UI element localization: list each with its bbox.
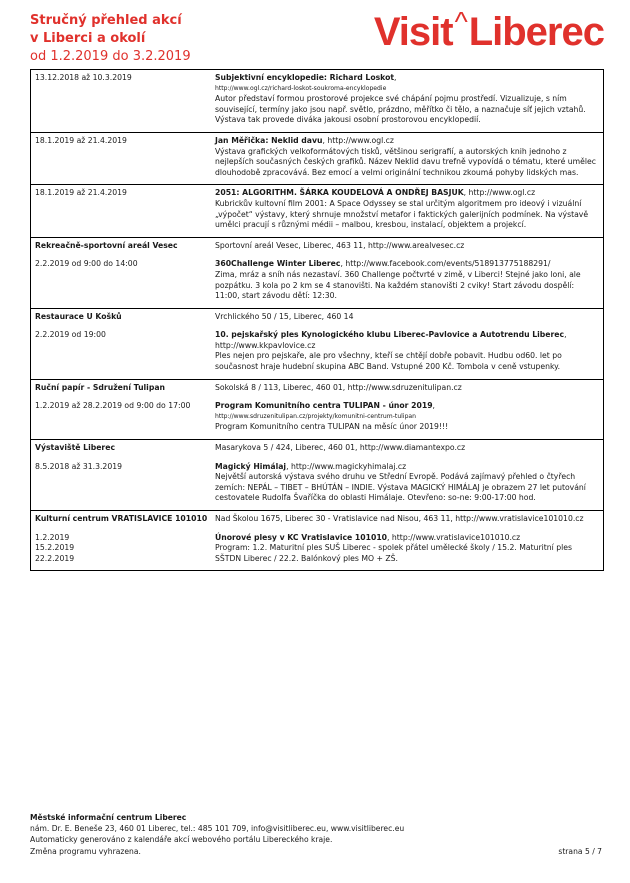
footer-note-changes: Změna programu vyhrazena. (30, 846, 141, 856)
event-url[interactable]: http://www.sdruzenitulipan.cz/projekty/komunitni-centrum-tulipan (215, 412, 417, 420)
event-date: 18.1.2019 až 21.4.2019 (35, 135, 127, 145)
event-date: 13.12.2018 až 10.3.2019 (35, 73, 132, 82)
venue-row (31, 439, 603, 510)
events-table (30, 69, 604, 571)
event-title-suffix: , (394, 73, 397, 82)
event-title[interactable]: 10. pejskařský ples Kynologického klubu Liberec-Pavlovice a Autotrendu Liberec (215, 330, 565, 340)
event-description: Zima, mráz a sníh nás nezastaví. 360 Challenge počtvrté v zimě, v Liberci! Stejné jako loni, ale pozpátku. 3 kola po 2 km se 4 stanovišti. Na každém stanovišti 2 cviky! Start závodu dospělí: 11:00, start závodu dětí: 12:30. (215, 269, 581, 301)
event-title-suffix: , (432, 401, 435, 411)
event-description: Kubrickův kultovní film 2001: A Space Odyssey se stal určitým algoritmem pro ideový i vizuální „výpočet“ výstavy, který shrnuje množství metafor i faktických galerijních podmínek. Na výstavě umělci pracují s různými médii – malbou, kresbou, instalací, objektem a projekcí. (215, 198, 589, 230)
event-description: Program Komunitního centra TULIPAN na měsíc únor 2019!!! (215, 422, 449, 432)
event-title-suffix[interactable]: , http://www.magickyhimalaj.cz (286, 461, 407, 471)
page-footer (30, 812, 602, 857)
event-title-suffix[interactable]: , http://www.kkpavlovice.cz (215, 330, 567, 350)
title-line-3: od 1.2.2019 do 3.2.2019 (30, 49, 191, 64)
logo-right: Liberec (468, 10, 604, 54)
event-title-suffix[interactable]: , http://www.ogl.cz (322, 135, 394, 145)
event-date: 1.2.2019 až 28.2.2019 od 9:00 do 17:00 (35, 401, 191, 411)
event-url[interactable]: http://www.ogl.cz/richard-loskot-soukroma-encyklopedie (215, 84, 387, 92)
logo-left: Visit (373, 10, 453, 54)
document-title (30, 12, 191, 66)
event-description: Autor představí formou prostorové projekce své chápání pojmu prostředí. Vizualizuje, s ním související, termíny jako jsou např. světlo, prázdno, měřítko či tělo, a naznačuje síť jejich vztahů. Výstava tak provede diváka jakousi osobní prostorovou encyklopedií. (215, 94, 586, 125)
venue-row (31, 379, 603, 439)
venue-name: Kulturní centrum VRATISLAVICE 101010 (35, 514, 208, 523)
event-title[interactable]: 2051: ALGORITHM. ŠÁRKA KOUDELOVÁ A ONDŘEJ BASJUK (215, 188, 464, 198)
venue-address[interactable]: Nad Školou 1675, Liberec 30 - Vratislavice nad Nisou, 463 11, http://www.vratislavice101010.cz (215, 514, 584, 523)
event-description: Program: 1.2. Maturitní ples SUŠ Liberec - spolek přátel umělecké školy / 15.2. Maturitní ples SŠTDN Liberec / 22.2. Balónkový ples MO + ZŠ. (215, 543, 572, 563)
venue-row (31, 510, 603, 570)
venue-name: Výstaviště Liberec (35, 443, 115, 453)
venue-address[interactable]: Sokolská 8 / 113, Liberec, 460 01, http://www.sdruzenitulipan.cz (215, 382, 462, 392)
venue-address[interactable]: Sportovní areál Vesec, Liberec, 463 11, http://www.arealvesec.cz (215, 240, 465, 250)
title-line-1: Stručný přehled akcí (30, 13, 182, 28)
event-title[interactable]: Jan Měřička: Neklid davu (215, 135, 323, 145)
event-date: 2.2.2019 od 19:00 (35, 330, 106, 340)
event-title[interactable]: 360Challenge Winter Liberec (215, 259, 341, 269)
page-header (30, 6, 610, 66)
event-description: Největší autorská výstava svého druhu ve Střední Evropě. Podává zajímavý přehled o čtyřech zemích: NEPÁL – TIBET – BHÚTÁN – INDIE. Výstava MAGICKÝ HIMÁLAJ je obrazem 27 let putování cestovatele Rudolfa Švaříčka do oblasti Himálaje. Otevřeno: so-ne: 9:00-17:00 hod. (215, 472, 586, 503)
event-description: Výstava grafických velkoformátových tisků, většinou serigrafií, a autorských knih jednoho z nejlepších současných českých grafiků. Název Neklid davu trefně vypovídá o tématu, které umělec dlouhodobě zpracovává. Bez emocí a velmi originální technikou zkoumá pohyby lidských mas. (215, 146, 596, 177)
venue-name: Rekreačně-sportovní areál Vesec (35, 240, 178, 250)
venue-address: Vrchlického 50 / 15, Liberec, 460 14 (215, 311, 354, 321)
footer-org: Městské informační centrum Liberec (30, 813, 187, 822)
event-row (31, 132, 603, 184)
event-date: 8.5.2018 až 31.3.2019 (35, 461, 122, 471)
event-title-suffix[interactable]: , http://www.vratislavice101010.cz (387, 532, 521, 542)
visit-liberec-logo (373, 6, 604, 58)
venue-address[interactable]: Masarykova 5 / 424, Liberec, 460 01, http://www.diamantexpo.cz (215, 443, 466, 453)
venue-row (31, 308, 603, 379)
event-description: Ples nejen pro pejskaře, ale pro všechny, kteří se chtějí dobře pobavit. Hudbu od60. let po současnost hraje hudební skupina ABC Band. Vstupné 200 Kč. Tombola v ceně vstupenky. (215, 351, 562, 372)
event-title-suffix[interactable]: , http://www.facebook.com/events/518913775188291/ (340, 259, 551, 269)
event-title-suffix[interactable]: , http://www.ogl.cz (463, 188, 536, 198)
venue-name: Ruční papír - Sdružení Tulipan (35, 382, 165, 392)
title-line-2: v Liberci a okolí (30, 31, 146, 46)
venue-row (31, 237, 603, 308)
event-date: 2.2.2019 od 9:00 do 14:00 (35, 259, 138, 269)
footer-note-generated: Automaticky generováno z kalendáře akcí webového portálu Libereckého kraje. (30, 835, 333, 845)
page-number: strana 5 / 7 (558, 846, 602, 856)
venue-name: Restaurace U Košků (35, 311, 122, 321)
event-title[interactable]: Program Komunitního centra TULIPAN - únor 2019 (215, 401, 433, 411)
event-date: 18.1.2019 až 21.4.2019 (35, 188, 127, 198)
event-row (31, 70, 603, 132)
event-title[interactable]: Magický Himálaj (215, 461, 287, 471)
footer-address: nám. Dr. E. Beneše 23, 460 01 Liberec, tel.: 485 101 709, info@visitliberec.eu, www.visitliberec.eu (30, 824, 405, 834)
event-title[interactable]: Únorové plesy v KC Vratislavice 101010 (215, 532, 388, 542)
logo-caret: ^ (454, 6, 467, 37)
event-title[interactable]: Subjektivní encyklopedie: Richard Loskot (215, 73, 395, 82)
event-dates: 1.2.2019 15.2.2019 22.2.2019 (35, 532, 75, 563)
event-row (31, 184, 603, 236)
